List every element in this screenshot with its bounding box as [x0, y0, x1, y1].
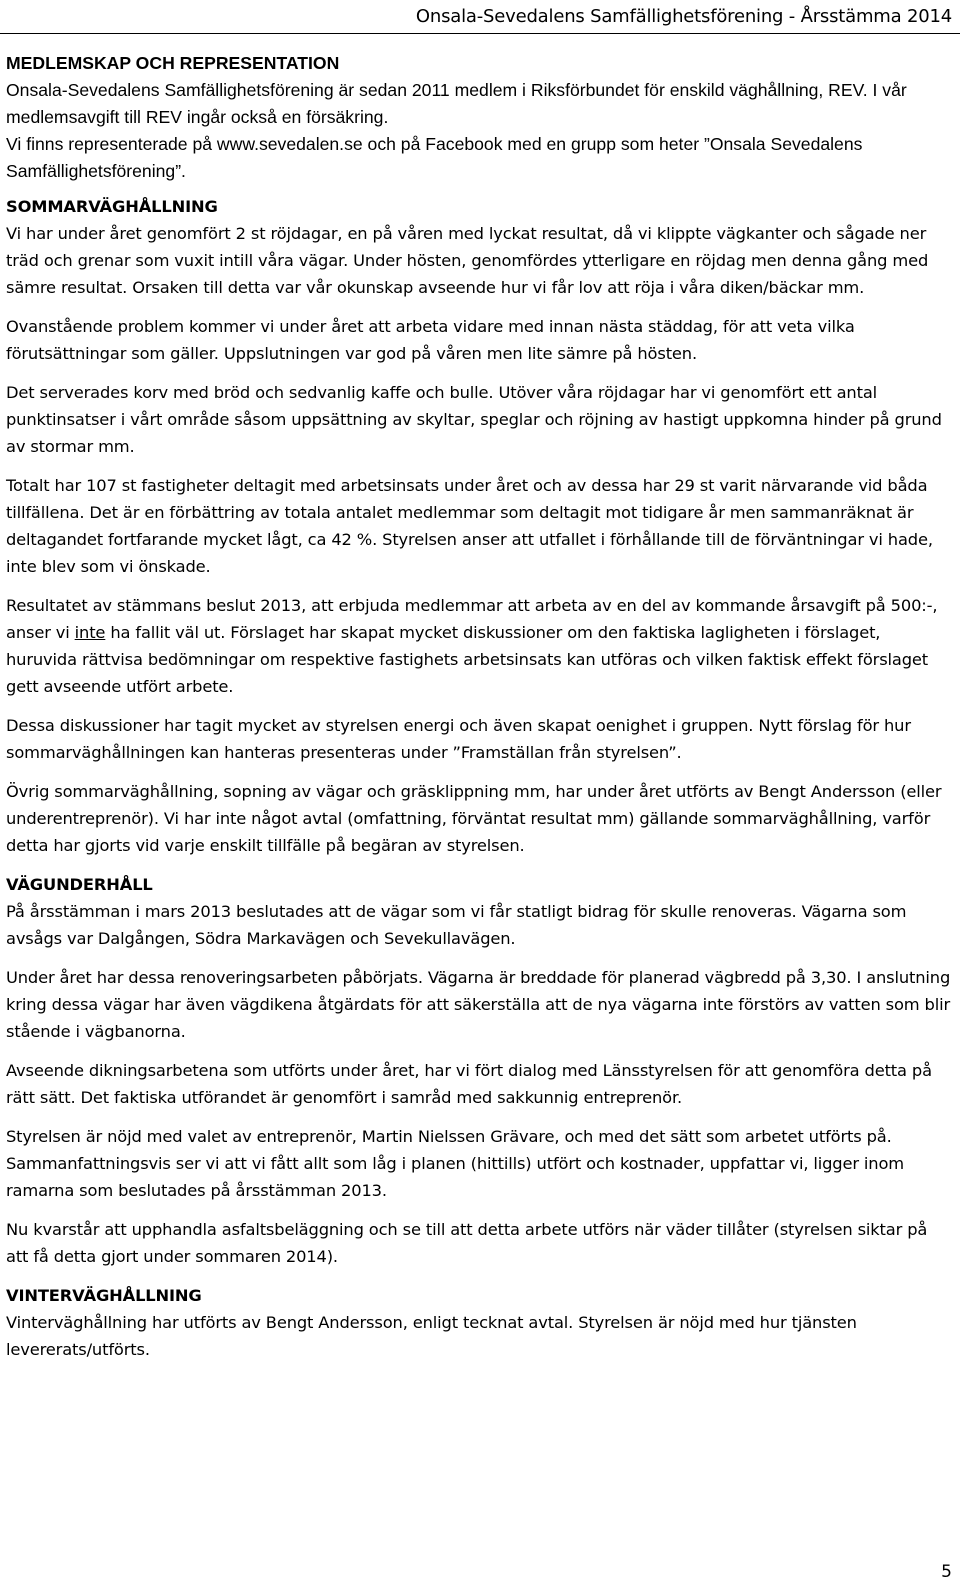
paragraph: På årsstämman i mars 2013 beslutades att de vägar som vi får statligt bidrag för skulle renoveras. Vägarna som avsågs var Dalgången, Södra Markavägen och Sevekullavägen.	[6, 902, 907, 948]
page-number: 5	[941, 1562, 952, 1582]
paragraph: Dessa diskussioner har tagit mycket av styrelsen energi och även skapat oenighet i gruppen. Nytt förslag för hur sommarväghållningen kan hanteras presenteras under ”Framställan från styrelsen”.	[6, 716, 911, 762]
paragraph: Övrig sommarväghållning, sopning av vägar och gräsklippning mm, har under året utförts av Bengt Andersson (eller underentreprenör). Vi har inte något avtal (omfattning, förväntat resultat mm) gällande sommarväghållning, varför detta har gjorts vid varje enskilt tillfälle på begäran av styrelsen.	[6, 782, 942, 855]
section-heading: VÄGUNDERHÅLL	[6, 875, 153, 894]
section-sommar	[6, 193, 952, 859]
paragraph: Totalt har 107 st fastigheter deltagit med arbetsinsats under året och av dessa har 29 st varit närvarande vid båda tillfällena. Det är en förbättring av totala antalet medlemmar som deltagit mot tidigare år men sammanräknat är deltagandet fortfarande mycket lågt, ca 42 %. Styrelsen anser att utfallet i förhållande till de förväntningar vi hade, inte blev som vi önskade.	[6, 476, 933, 576]
section-medlemskap	[6, 50, 952, 185]
section-heading: MEDLEMSKAP OCH REPRESENTATION	[6, 53, 340, 73]
paragraph: Vi har under året genomfört 2 st röjdagar, en på våren med lyckat resultat, då vi klippte vägkanter och sågade ner träd och grenar som vuxit intill våra vägar. Under hösten, genomfördes ytterligare en röjdag men denna gång med sämre resultat. Orsaken till detta var vår okunskap avseende hur vi får lov att röja i våra diken/bäckar mm.	[6, 224, 929, 297]
page-header: Onsala-Sevedalens Samfällighetsförening - Årsstämma 2014	[415, 6, 952, 27]
paragraph: Vi finns representerade på www.sevedalen.se och på Facebook med en grupp som heter ”Onsala Sevedalens Samfällighetsförening”.	[6, 134, 863, 181]
section-heading: SOMMARVÄGHÅLLNING	[6, 197, 218, 216]
section-vinter	[6, 1282, 952, 1363]
paragraph: Styrelsen är nöjd med valet av entreprenör, Martin Nielssen Grävare, och med det sätt som arbetet utförts på. Sammanfattningsvis ser vi att vi fått allt som låg i planen (hittills) utfört och kostnader, uppfattar vi, ligger inom ramarna som beslutades på årsstämman 2013.	[6, 1127, 904, 1200]
paragraph: Det serverades korv med bröd och sedvanlig kaffe och bulle. Utöver våra röjdagar har vi genomfört ett antal punktinsatser i vårt område såsom uppsättning av skyltar, speglar och röjning av hastigt uppkomna hinder på grund av stormar mm.	[6, 383, 942, 456]
paragraph: Ovanstående problem kommer vi under året att arbeta vidare med innan nästa städdag, för att veta vilka förutsättningar som gäller. Uppslutningen var god på våren men lite sämre på hösten.	[6, 317, 855, 363]
document-body	[6, 50, 952, 1375]
paragraph: Onsala-Sevedalens Samfällighetsförening är sedan 2011 medlem i Riksförbundet för enskild väghållning, REV. I vår medlemsavgift till REV ingår också en försäkring.	[6, 80, 907, 127]
paragraph: Under året har dessa renoveringsarbeten påbörjats. Vägarna är breddade för planerad vägbredd på 3,30. I anslutning kring dessa vägar har även vägdikena åtgärdats för att säkerställa att de nya vägarna inte förstörs av vatten som blir stående i vägbanorna.	[6, 968, 951, 1041]
text-run: Resultatet av stämmans beslut 2013, att erbjuda medlemmar att arbeta av en del av kommande årsavgift på 500:-, anser vi	[6, 596, 938, 642]
section-vagunderhall	[6, 871, 952, 1270]
section-heading: VINTERVÄGHÅLLNING	[6, 1286, 202, 1305]
underlined-word: inte	[74, 623, 106, 642]
header-rule	[0, 33, 960, 34]
paragraph: Nu kvarstår att upphandla asfaltsbeläggning och se till att detta arbete utförs när väder tillåter (styrelsen siktar på att få detta gjort under sommaren 2014).	[6, 1220, 928, 1266]
text-run: ha fallit väl ut. Förslaget har skapat mycket diskussioner om den faktiska lagligheten i förslaget, huruvida rättvisa bedömningar om respektive fastighets arbetsinsats kan utföras och vilken faktisk effekt förslaget gett avseende utfört arbete.	[6, 623, 929, 696]
paragraph: Avseende dikningsarbetena som utförts under året, har vi fört dialog med Länsstyrelsen för att genomföra detta på rätt sätt. Det faktiska utförandet är genomfört i samråd med sakkunnig entreprenör.	[6, 1061, 932, 1107]
paragraph	[6, 592, 952, 700]
paragraph: Vinterväghållning har utförts av Bengt Andersson, enligt tecknat avtal. Styrelsen är nöjd med hur tjänsten levererats/utförts.	[6, 1313, 857, 1359]
